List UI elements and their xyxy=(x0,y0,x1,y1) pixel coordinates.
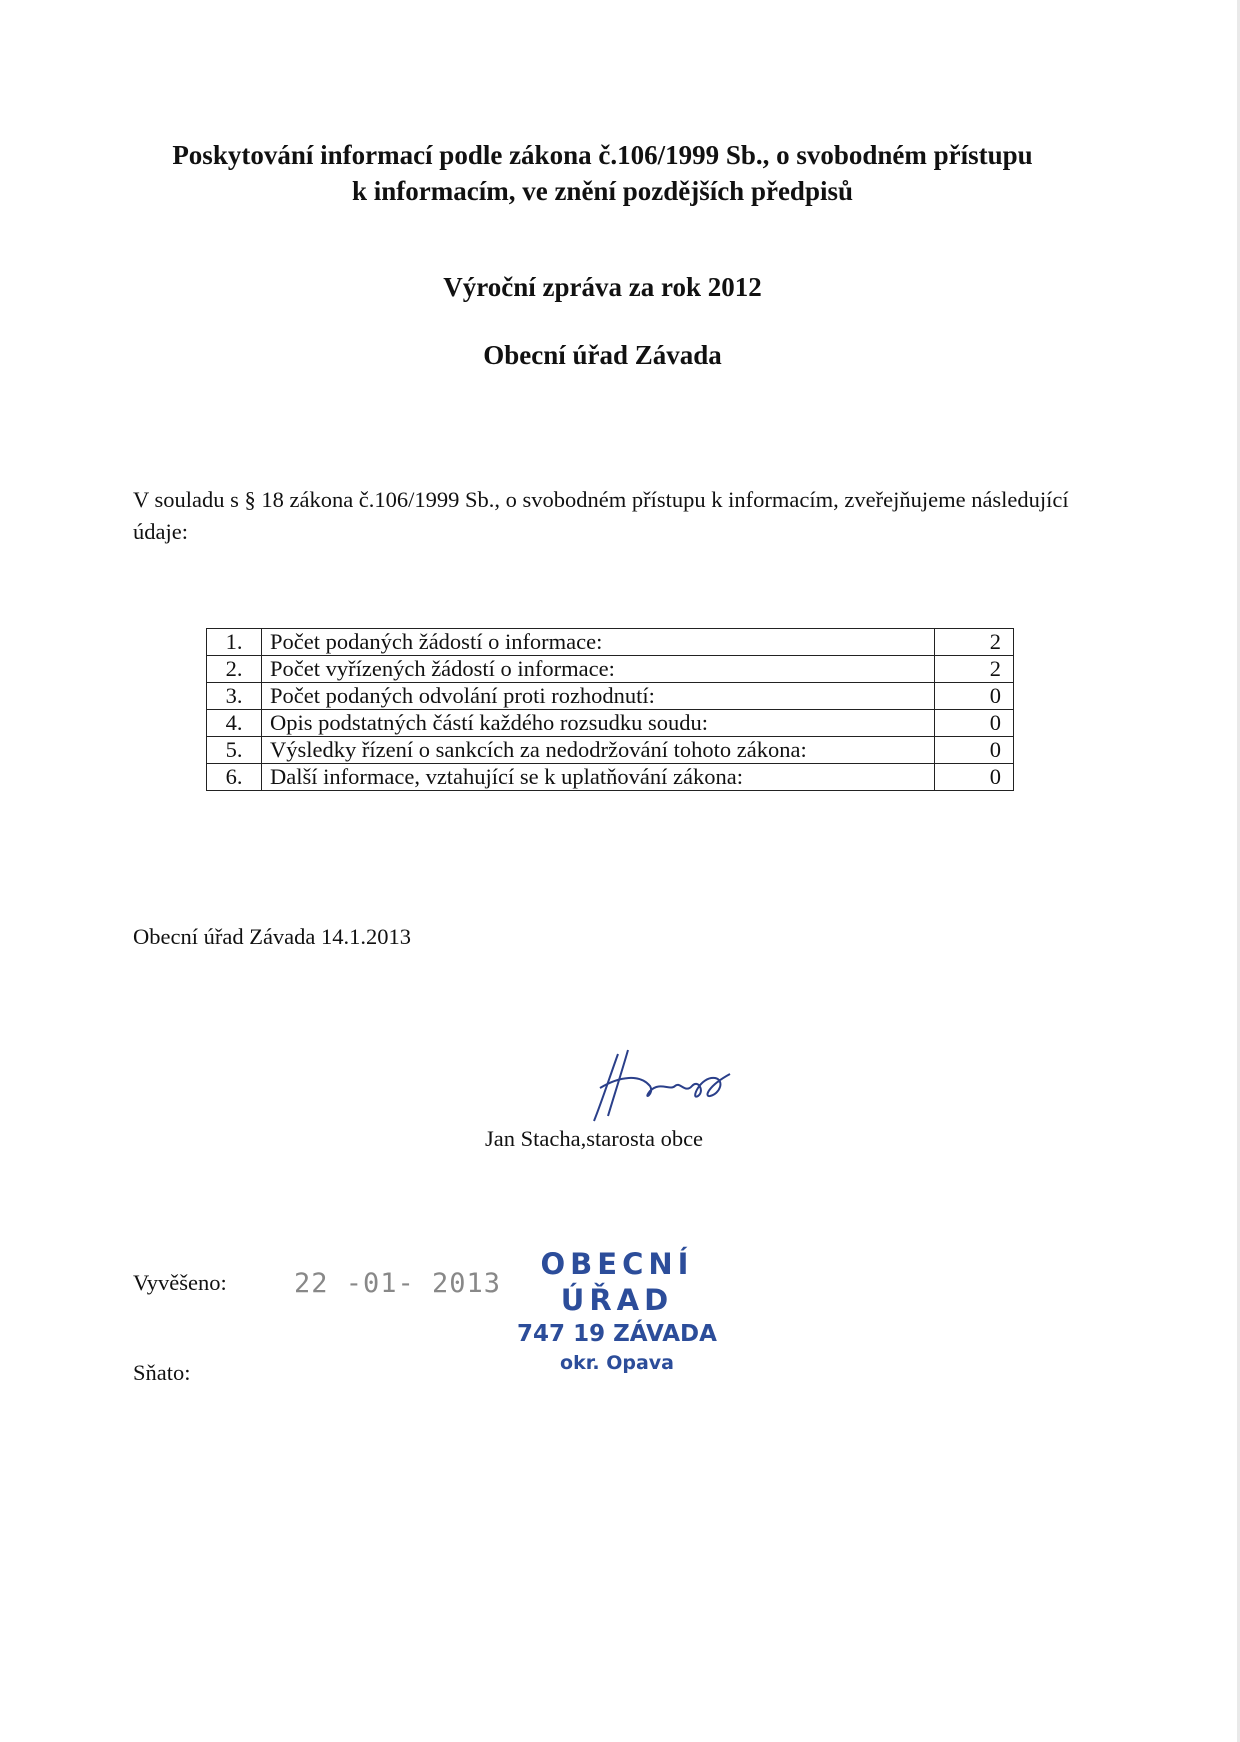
row-label: Opis podstatných částí každého rozsudku soudu: xyxy=(262,710,935,737)
row-label: Výsledky řízení o sankcích za nedodržování tohoto zákona: xyxy=(262,737,935,764)
stamp-line-1: OBECNÍ ÚŘAD xyxy=(540,1247,694,1317)
document-title-line-1: Poskytování informací podle zákona č.106/1999 Sb., o svobodném přístupu xyxy=(172,140,1033,170)
row-label: Počet podaných odvolání proti rozhodnutí: xyxy=(262,683,935,710)
posted-date-stamp: 22 -01- 2013 xyxy=(294,1268,502,1299)
intro-paragraph: V souladu s § 18 zákona č.106/1999 Sb., o svobodném přístupu k informacím, zveřejňujeme následující údaje: xyxy=(133,487,1069,544)
office-title: Obecní úřad Závada xyxy=(483,340,722,370)
row-value: 0 xyxy=(935,683,1014,710)
stamp-line-2: 747 19 ZÁVADA xyxy=(517,1321,717,1347)
row-value: 0 xyxy=(935,737,1014,764)
posted-label: Vyvěšeno: xyxy=(133,1270,227,1295)
table-row xyxy=(207,683,1014,710)
row-number: 6. xyxy=(207,764,262,791)
table-row xyxy=(207,764,1014,791)
row-label: Další informace, vztahující se k uplatňování zákona: xyxy=(262,764,935,791)
row-number: 4. xyxy=(207,710,262,737)
row-value: 2 xyxy=(935,656,1014,683)
report-title: Výroční zpráva za rok 2012 xyxy=(443,272,762,302)
table-row xyxy=(207,656,1014,683)
removed-label: Sňato: xyxy=(133,1360,191,1385)
row-number: 1. xyxy=(207,629,262,656)
row-value: 2 xyxy=(935,629,1014,656)
row-label: Počet podaných žádostí o informace: xyxy=(262,629,935,656)
row-label: Počet vyřízených žádostí o informace: xyxy=(262,656,935,683)
row-value: 0 xyxy=(935,710,1014,737)
stamp-line-3: okr. Opava xyxy=(560,1352,674,1374)
signer-name: Jan Stacha,starosta obce xyxy=(485,1126,704,1151)
table-row xyxy=(207,737,1014,764)
row-value: 0 xyxy=(935,764,1014,791)
document-title-line-2: k informacím, ve znění pozdějších předpisů xyxy=(351,176,853,206)
statistics-table xyxy=(206,628,1014,791)
row-number: 2. xyxy=(207,656,262,683)
table-row xyxy=(207,629,1014,656)
row-number: 3. xyxy=(207,683,262,710)
office-stamp xyxy=(482,1246,752,1376)
row-number: 5. xyxy=(207,737,262,764)
handwritten-signature xyxy=(580,1046,740,1126)
table-row xyxy=(207,710,1014,737)
place-and-date: Obecní úřad Závada 14.1.2013 xyxy=(133,924,412,949)
